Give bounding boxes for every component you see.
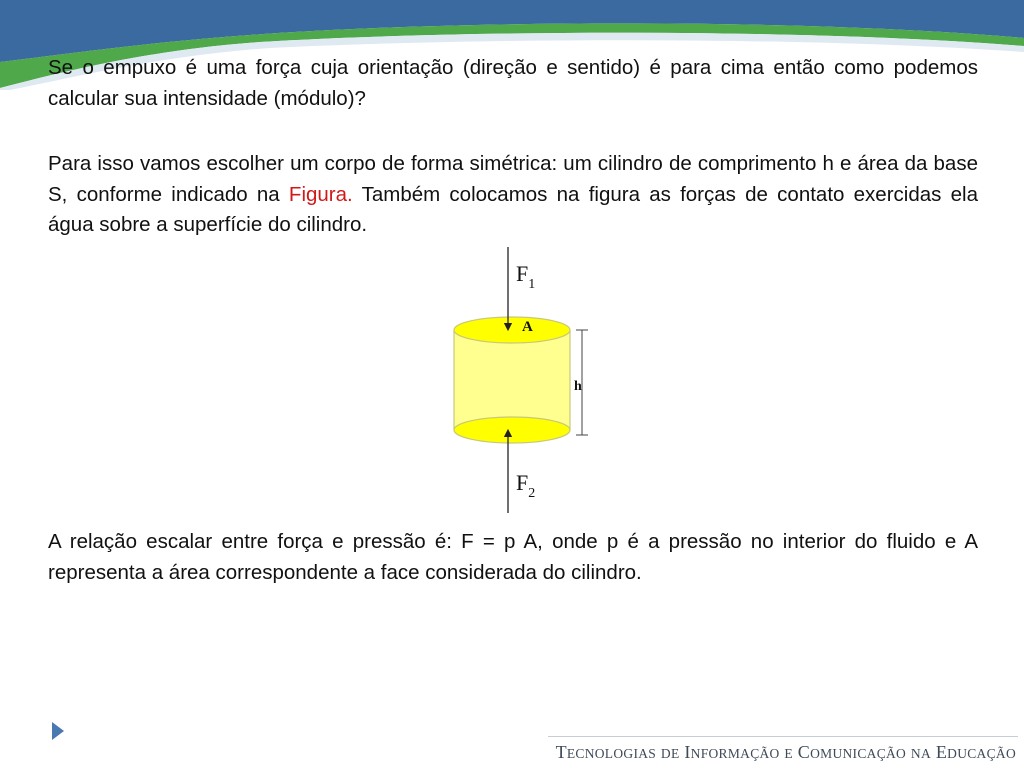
force-label-f1: $F_1$ bbox=[516, 261, 536, 292]
explanation-text-start: Para isso vamos escolher um corpo de forma simétrica: um cilindro de comprimento h e área da base S, conforme indicado na bbox=[48, 152, 978, 206]
cylinder-body bbox=[454, 330, 570, 430]
intro-paragraph: Se o empuxo é uma força cuja orientação (direção e sentido) é para cima então como podemos calcular sua intensidade (módulo)? bbox=[48, 56, 978, 110]
cylinder-figure bbox=[430, 245, 600, 520]
force-label-f2: $F_2$ bbox=[516, 470, 536, 501]
cylinder-top-face bbox=[454, 317, 570, 343]
triangle-right-icon[interactable] bbox=[50, 720, 66, 742]
relation-paragraph: A relação escalar entre força e pressão é: F = p A, onde p é a pressão no interior do fluido e A representa a área correspondente a face considerada do cilindro. bbox=[48, 530, 978, 584]
cylinder-bottom-face bbox=[454, 417, 570, 443]
footer-brand-text: TECNOLOGIAS DE INFORMAÇÃO E COMUNICAÇÃO NA EDUCAÇÃO bbox=[555, 742, 1016, 762]
area-label: A bbox=[522, 319, 533, 335]
explanation-paragraph bbox=[48, 149, 978, 241]
footer-divider bbox=[548, 736, 1018, 737]
explanation-text-end: Também colocamos na figura as forças de contato exercidas ela água sobre a superfície do cilindro. bbox=[48, 182, 978, 236]
figure-reference-link: Figura. bbox=[288, 182, 353, 206]
height-label: h bbox=[574, 379, 582, 394]
